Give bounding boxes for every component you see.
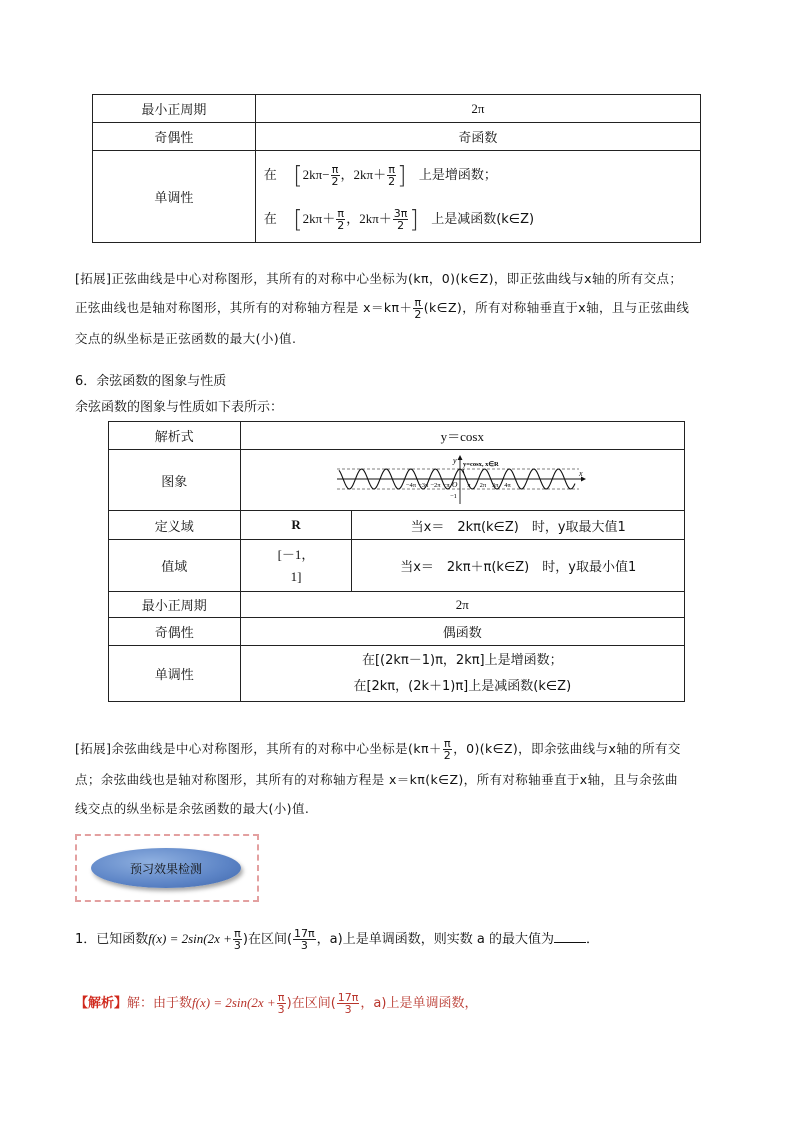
monotonicity-label: 单调性: [93, 151, 256, 243]
graph-cell: [240, 450, 684, 511]
range-label: 值域: [109, 540, 241, 592]
cos-monotonicity-value: 在[(2kπ－1)π，2kπ]上是增函数； 在[2kπ，(2k＋1)π]上是减函数(k∈Z): [240, 646, 684, 702]
cos-monotonicity-label: 单调性: [109, 646, 241, 702]
cosine-properties-table: [108, 421, 685, 702]
formula-value: y＝cosx: [240, 422, 684, 450]
cos-period-label: 最小正周期: [109, 592, 241, 618]
x-tick-label: π: [467, 482, 471, 489]
period-label: 最小正周期: [93, 95, 256, 123]
increasing-interval: 在 [2kπ− $\frac{\pi}{2}$ ，2kπ＋ $\frac{\pi}{2}$ ] 上是增函数；: [263, 161, 497, 189]
x-tick-label: 3π: [492, 482, 499, 489]
domain-value: R: [240, 511, 352, 540]
cosine-extension-paragraph: [拓展]余弦曲线是中心对称图形，其所有的对称中心坐标是(kπ＋ $\frac{\pi}{2}$ ，0)(k∈Z)，即余弦曲线与x轴的所有交 点；余弦曲线也是轴对称图形，其所有的对称轴方程是 x＝kπ(k∈Z)，所有对称轴垂直于x轴，且与余弦曲 线交点的纵坐标是余弦函数的最大(小)值.: [75, 737, 681, 816]
analysis-tag: 【解析】: [75, 996, 128, 1011]
y-max-label: 1: [462, 468, 466, 475]
answer-1-analysis: 【解析】解：由于数f(x) = 2sin(2x + $\frac{\pi}{3}$ )在区间( $\frac{17\pi}{3}$ ，a)上是单调函数，: [75, 991, 478, 1016]
range-value: [－1， 1]: [240, 540, 352, 592]
x-tick-label: 4π: [504, 482, 512, 489]
cos-period-value: 2π: [240, 592, 684, 618]
section-6-title: 6．余弦函数的图象与性质: [75, 374, 227, 389]
sine-extension-paragraph: [拓展]正弦曲线是中心对称图形，其所有的对称中心坐标为(kπ，0)(k∈Z)，即正弦曲线与x轴的所有交点； 正弦曲线也是轴对称图形，其所有的对称轴方程是 x＝kπ＋ $\frac{\pi}{2}$ (k∈Z)，所有对称轴垂直于x轴，且与正弦曲线 交点的纵坐标是正弦函数的最大(小)值.: [75, 271, 690, 346]
domain-label: 定义域: [109, 511, 241, 540]
graph-caption: y=cosx, x∈R: [463, 461, 500, 468]
x-tick-label: −4π: [406, 482, 417, 489]
preview-check-banner: [75, 834, 259, 902]
y-axis-label: y: [453, 456, 457, 465]
monotonicity-value: [255, 151, 700, 243]
y-axis-arrow: [458, 455, 463, 460]
sine-properties-table: [92, 94, 701, 243]
question-1: 1．已知函数f(x) = 2sin(2x + $\frac{\pi}{3}$ )在区间( $\frac{17\pi}{3}$ ，a)上是单调函数，则实数 a 的最大值为 ．: [75, 927, 599, 952]
x-tick-label: −3π: [418, 482, 429, 489]
preview-check-badge: 预习效果检测: [91, 848, 241, 888]
formula-label: 解析式: [109, 422, 241, 450]
answer-blank[interactable]: [554, 942, 586, 943]
x-tick-label: −2π: [430, 482, 441, 489]
domain-note: 当x＝ 2kπ(k∈Z) 时，y取最大值1: [352, 511, 685, 540]
x-tick-label: −π: [442, 482, 450, 489]
parity-label: 奇偶性: [93, 123, 256, 151]
y-min-label: −1: [450, 493, 458, 500]
origin-label: O: [452, 480, 458, 489]
range-note: 当x＝ 2kπ＋π(k∈Z) 时，y取最小值1: [352, 540, 685, 592]
x-axis-label: x: [579, 469, 583, 478]
graph-label: 图象: [109, 450, 241, 511]
period-value: 2π: [255, 95, 700, 123]
x-tick-label: 2π: [479, 482, 487, 489]
section-6-intro: 余弦函数的图象与性质如下表所示：: [75, 400, 284, 415]
decreasing-interval: 在 [2kπ＋ $\frac{\pi}{2}$ ，2kπ＋ $\frac{3\pi}{2}$ ] 上是减函数(k∈Z): [263, 205, 535, 233]
cos-parity-label: 奇偶性: [109, 618, 241, 646]
cosine-graph: [337, 454, 587, 506]
parity-value: 奇函数: [255, 123, 700, 151]
cos-parity-value: 偶函数: [240, 618, 684, 646]
